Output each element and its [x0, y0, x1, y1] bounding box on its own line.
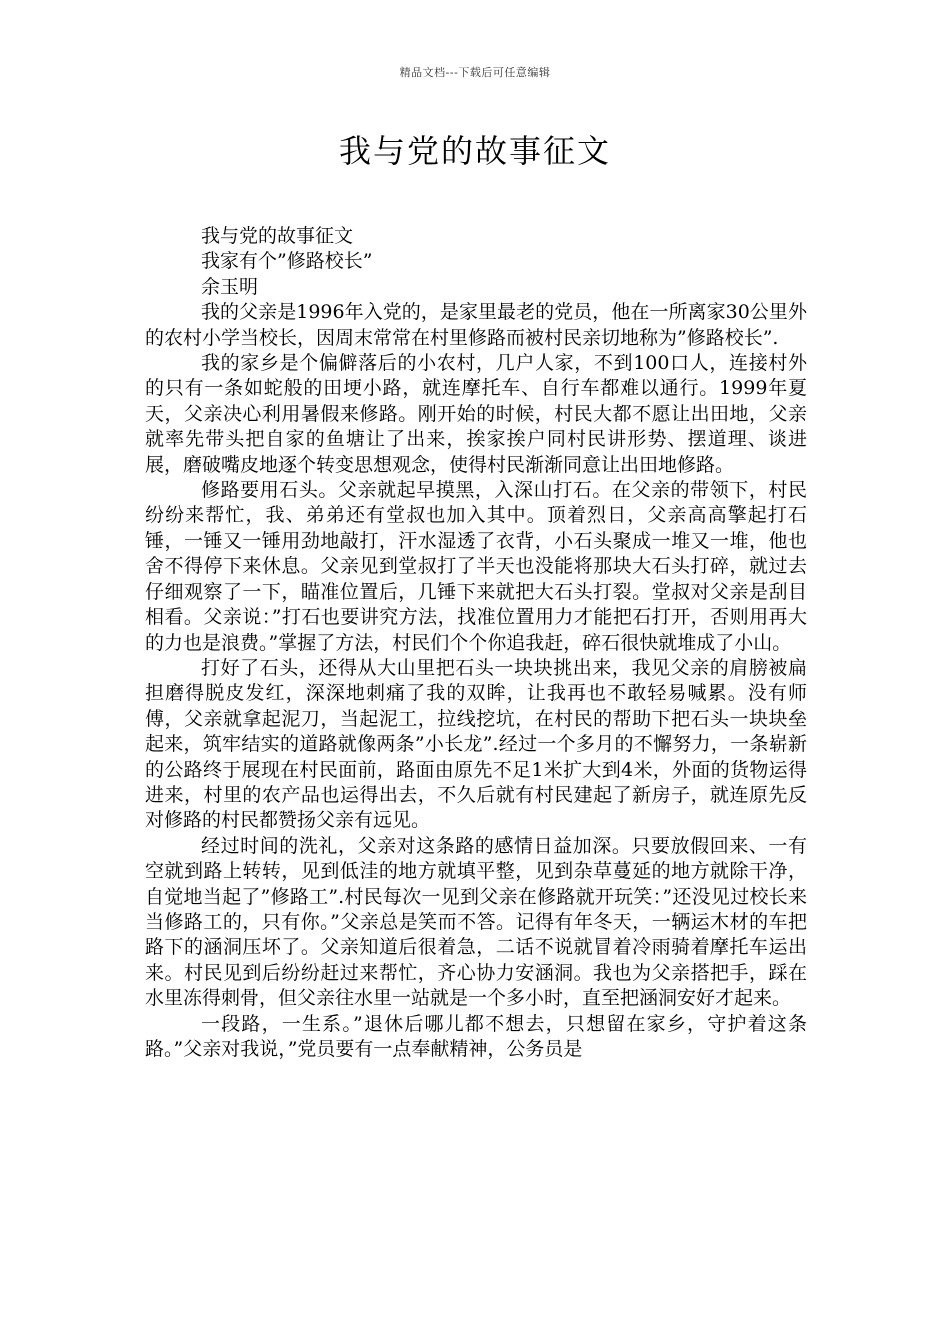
intro-title-line: 我与党的故事征文 — [201, 225, 354, 247]
intro-subtitle-line: 我家有个”修路校长” — [201, 250, 373, 273]
header-note: 精品文档---下载后可任意编辑 — [399, 66, 551, 79]
body-paragraph: 经过时间的洗礼，父亲对这条路的感情日益加深。只要放假回来、一有空就到路上转转，见到低洼的地方就填平整，见到杂草蔓延的地方就除干净，自觉地当起了”修路工”.村民每次一见到父亲在修路就开玩笑：”还没见过校长来当修路工的，只有你。”父亲总是笑而不答。记得有年冬天，一辆运木材的车把路下的涵洞压坏了。父亲知道后很着急，二话不说就冒着冷雨骑着摩托车运出来。村民见到后纷纷赶过来帮忙，齐心协力安涵洞。我也为父亲搭把手，踩在水里冻得刺骨，但父亲往水里一站就是一个多小时，直至把涵洞安好才起来。 — [145, 834, 807, 1010]
body-paragraph: 一段路，一生系。”退休后哪儿都不想去，只想留在家乡，守护着这条路。”父亲对我说，”党员要有一点奉献精神，公务员是 — [145, 1012, 807, 1060]
body-paragraph: 打好了石头，还得从大山里把石头一块块挑出来，我见父亲的肩膀被扁担磨得脱皮发红，深深地刺痛了我的双眸，让我再也不敢轻易喊累。没有师傅，父亲就拿起泥刀，当起泥工，拉线挖坑，在村民的帮助下把石头一块块垒起来，筑牢结实的道路就像两条”小长龙”.经过一个多月的不懈努力，一条崭新的公路终于展现在村民面前，路面由原先不足1米扩大到4米，外面的货物运得进来，村里的农产品也运得出去，不久后就有村民建起了新房子，就连原先反对修路的村民都赞扬父亲有远见。 — [145, 656, 807, 832]
intro-author-line: 余玉明 — [201, 275, 259, 298]
body-paragraph: 我的父亲是1996年入党的，是家里最老的党员，他在一所离家30公里外的农村小学当校长，因周末常常在村里修路而被村民亲切地称为”修路校长”. — [145, 301, 807, 349]
document-body — [145, 224, 807, 1062]
body-paragraph: 修路要用石头。父亲就起早摸黑，入深山打石。在父亲的带领下，村民纷纷来帮忙，我、弟弟还有堂叔也加入其中。顶着烈日，父亲高高擎起打石锤，一锤又一锤用劲地敲打，汗水湿透了衣背，小石头聚成一堆又一堆，他也舍不得停下来休息。父亲见到堂叔打了半天也没能将那块大石头打碎，就过去仔细观察了一下，瞄准位置后，几锤下来就把大石头打裂。堂叔对父亲是刮目相看。父亲说：”打石也要讲究方法，找准位置用力才能把石打开，否则用再大的力也是浪费。”掌握了方法，村民们个个你追我赶，碎石很快就堆成了小山。 — [145, 479, 807, 654]
body-paragraph: 我的家乡是个偏僻落后的小农村，几户人家，不到100口人，连接村外的只有一条如蛇般的田埂小路，就连摩托车、自行车都难以通行。1999年夏天，父亲决心利用暑假来修路。刚开始的时候，村民大都不愿让出田地，父亲就率先带头把自家的鱼塘让了出来，挨家挨户同村民讲形势、摆道理、谈进展，磨破嘴皮地逐个转变思想观念，使得村民渐渐同意让出田地修路。 — [145, 352, 807, 476]
document-title: 我与党的故事征文 — [338, 132, 611, 170]
